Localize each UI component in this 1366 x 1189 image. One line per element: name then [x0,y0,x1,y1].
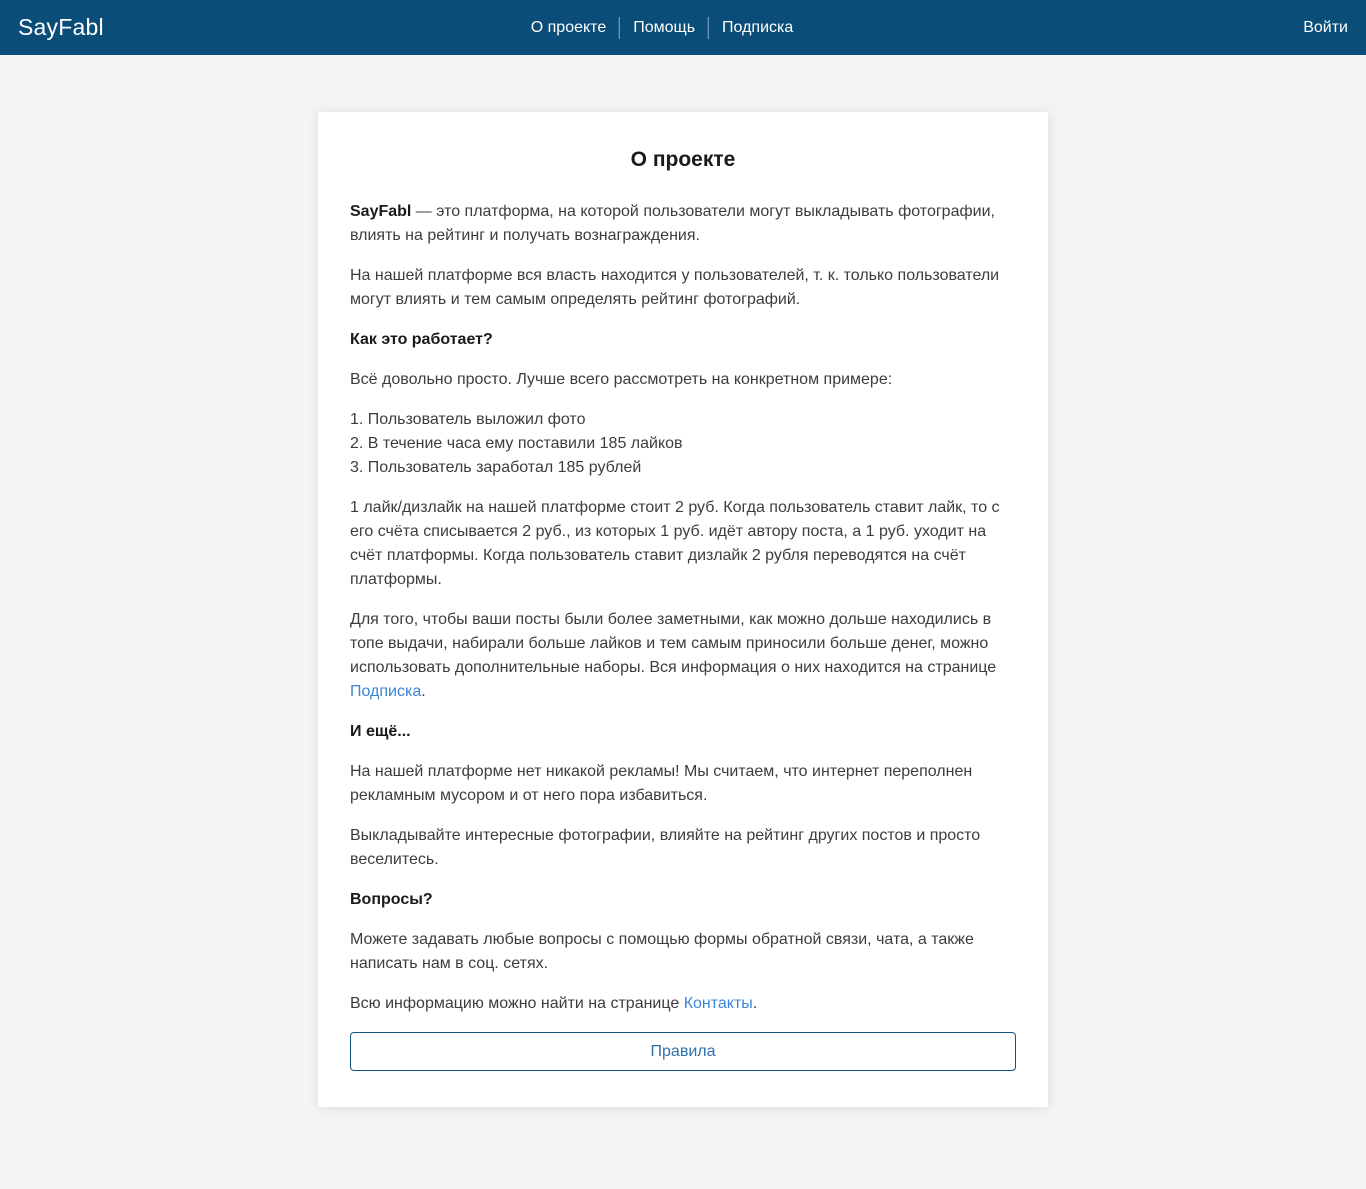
contacts-period: . [752,995,758,1012]
login-button[interactable]: Войти [1303,18,1348,36]
contacts-link[interactable]: Контакты [683,995,753,1012]
how-intro-paragraph: Всё довольно просто. Лучше всего рассмотреть на конкретном примере: [350,371,893,388]
example-steps-list [350,408,1016,480]
no-ads-paragraph: На нашей платформе нет никакой рекламы! Мы считаем, что интернет переполнен рекламным мусором и от него пора избавиться. [350,763,973,804]
promo-period: . [421,683,426,700]
list-item: 3. Пользователь заработал 185 рублей [350,459,642,476]
contacts-text: Всю информацию можно найти на странице [350,995,684,1012]
questions-heading: Вопросы? [350,891,433,908]
power-paragraph: На нашей платформе вся власть находится у пользователей, т. к. только пользователи могут влиять и тем самым определять рейтинг фотографий. [350,267,1000,308]
nav-item-subscription[interactable]: Подписка [722,18,794,36]
promo-text: Для того, чтобы ваши посты были более заметными, как можно дольше находились в топе выдачи, набирали больше лайков и тем самым приносили больше денег, можно использовать дополнительные наборы. Вся информация о них находится на странице [350,611,997,676]
logo[interactable]: SayFabl [18,14,104,40]
main-nav [518,17,807,39]
list-item: 1. Пользователь выложил фото [350,411,586,428]
intro-text: — это платформа, на которой пользователи могут выкладывать фотографии, влиять на рейтинг и получать вознаграждения. [350,203,995,244]
questions-paragraph: Можете задавать любые вопросы с помощью формы обратной связи, чата, а также написать нам в соц. сетях. [350,931,974,972]
contacts-paragraph [350,992,1016,1016]
nav-item-help[interactable]: Помощь [633,18,696,36]
page-title: О проекте [630,148,736,171]
list-item: 2. В течение часа ему поставили 185 лайков [350,435,683,452]
intro-paragraph [350,200,1016,248]
subscription-link[interactable]: Подписка [350,683,422,700]
how-it-works-heading: Как это работает? [350,331,493,348]
promo-paragraph [350,608,1016,704]
brand-name-bold: SayFabl [350,203,412,220]
top-navbar [0,0,1366,55]
nav-item-about[interactable]: О проекте [530,18,607,36]
about-card [318,112,1048,1107]
rules-button[interactable]: Правила [350,1032,1016,1071]
pricing-paragraph: 1 лайк/дизлайк на нашей платформе стоит 2 руб. Когда пользователь ставит лайк, то с его счёта списывается 2 руб., из которых 1 руб. идёт автору поста, а 1 руб. уходит на счёт платформы. Когда пользователь ставит дизлайк 2 рубля переводятся на счёт платформы. [350,499,1000,588]
more-heading: И ещё... [350,723,411,740]
enjoy-paragraph: Выкладывайте интересные фотографии, влияйте на рейтинг других постов и просто веселитесь. [350,827,981,868]
